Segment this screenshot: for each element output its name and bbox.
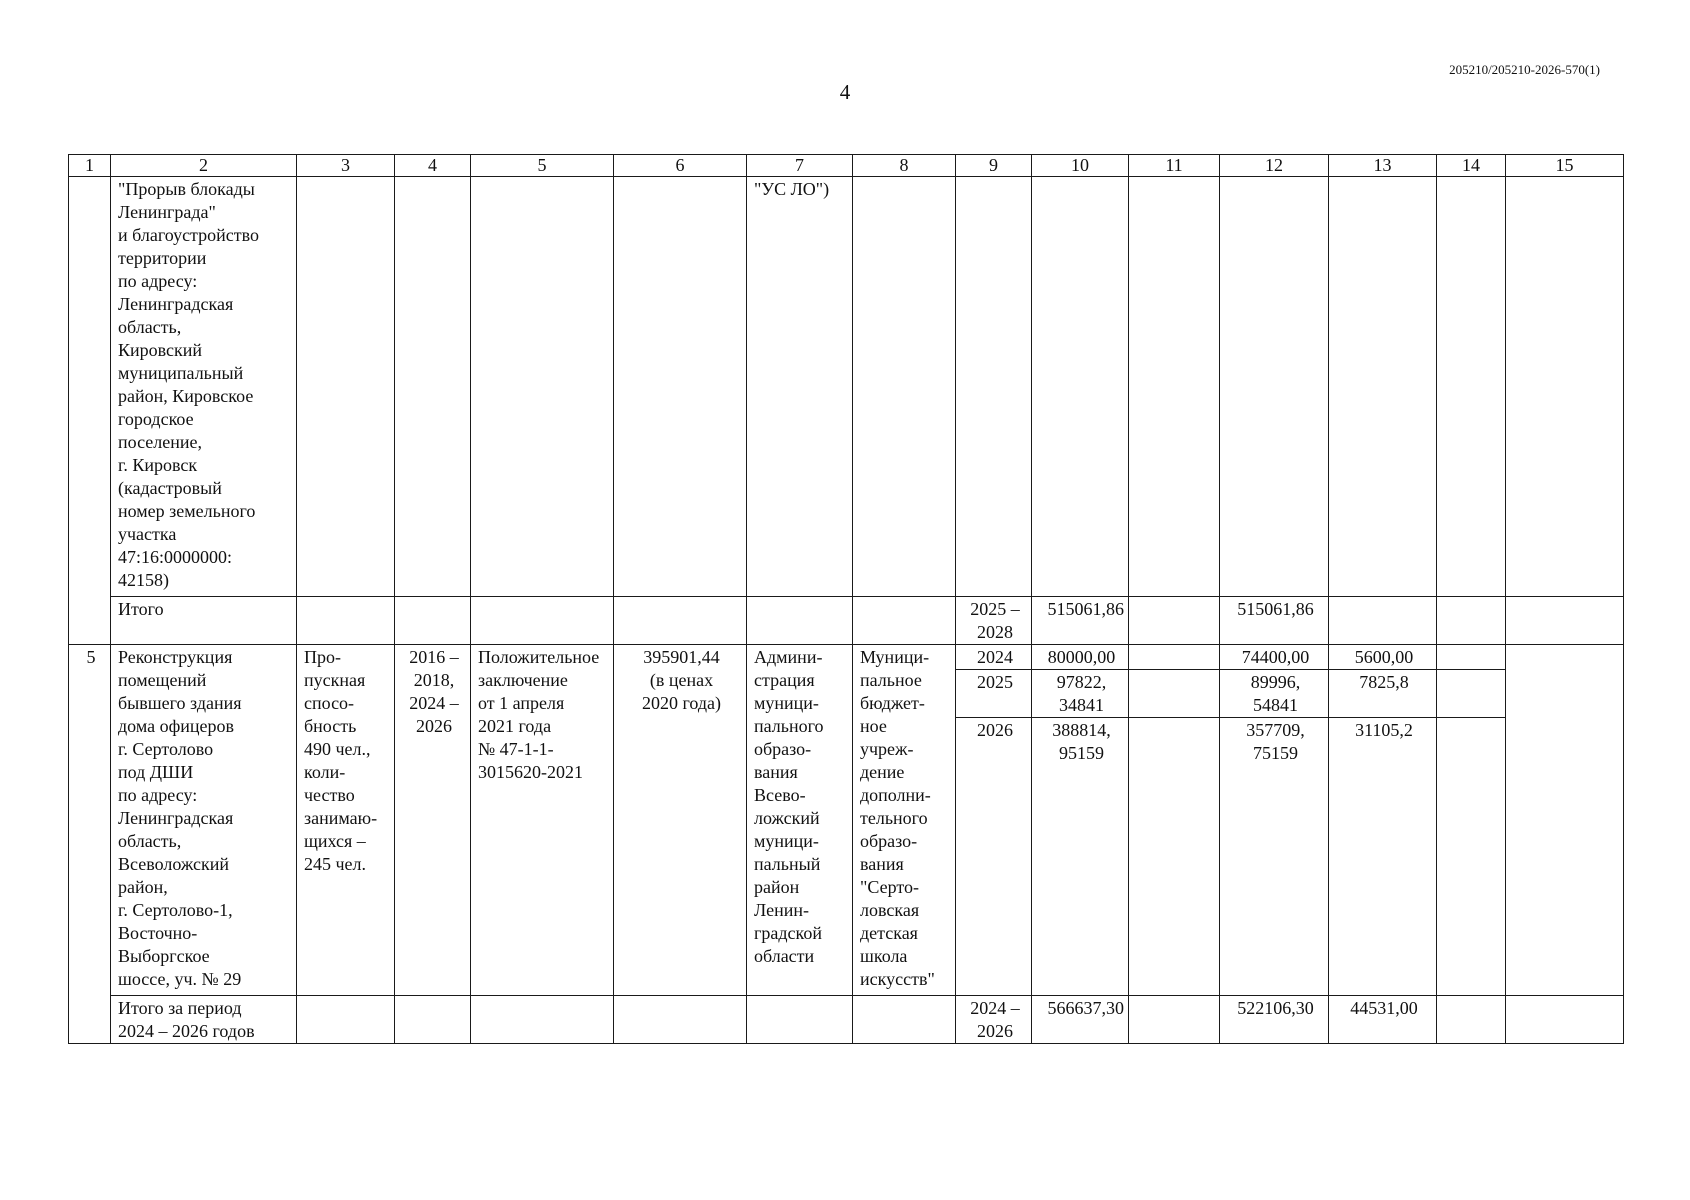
table-cell [395,177,471,597]
table-cell [1329,597,1437,645]
table-cell [1437,996,1506,1044]
total-row [69,597,1624,645]
column-header: 11 [1129,155,1220,177]
column-header: 8 [853,155,956,177]
table-cell [614,996,747,1044]
col13-amount-cell: 31105,2 [1329,718,1437,996]
table-cell [1506,177,1624,597]
column-header: 12 [1220,155,1329,177]
row-number-cell [69,177,111,645]
year-cell: 2024 [956,645,1032,670]
table-cell [1129,645,1220,670]
cost-cell: 395901,44 (в ценах 2020 года) [614,645,747,996]
table-cell [1437,670,1506,718]
column-header: 9 [956,155,1032,177]
document-id: 205210/205210-2026-570(1) [1449,62,1600,77]
total-amount-cell: 80000,00 [1032,645,1129,670]
period-cell: 2025 – 2028 [956,597,1032,645]
table-cell [1437,718,1506,996]
table-cell [395,996,471,1044]
period-cell: 2024 – 2026 [956,996,1032,1044]
total-label-cell: Итого [111,597,297,645]
table-cell [1220,177,1329,597]
conclusion-cell: Положительное заключение от 1 апреля 2021 года № 47-1-1- 3015620-2021 [471,645,614,996]
table-cell [1129,718,1220,996]
table-cell [1506,645,1624,996]
row-number-cell: 5 [69,645,111,1044]
table-cell [956,177,1032,597]
table-cell [297,177,395,597]
year-cell: 2025 [956,670,1032,718]
table-row [69,645,1624,670]
table-cell [1329,177,1437,597]
table-cell [1032,177,1129,597]
col12-amount-cell: 74400,00 [1220,645,1329,670]
year-cell: 2026 [956,718,1032,996]
col12-amount-cell: 357709, 75159 [1220,718,1329,996]
table-cell [1506,996,1624,1044]
investment-table [68,154,1624,1044]
table-cell [1437,177,1506,597]
table-cell [614,597,747,645]
total-amount-cell: 566637,30 [1032,996,1129,1044]
column-header: 1 [69,155,111,177]
column-header: 15 [1506,155,1624,177]
column-header: 7 [747,155,853,177]
customer-cell: "УС ЛО") [747,177,853,597]
column-header: 6 [614,155,747,177]
table-cell [853,996,956,1044]
col13-amount-cell: 5600,00 [1329,645,1437,670]
total-amount-cell: 388814, 95159 [1032,718,1129,996]
table-cell [1129,597,1220,645]
col13-amount-cell: 7825,8 [1329,670,1437,718]
table-cell [471,177,614,597]
table-cell [747,996,853,1044]
total-amount-cell: 515061,86 [1032,597,1129,645]
total-label-cell: Итого за период 2024 – 2026 годов [111,996,297,1044]
page-number: 4 [839,80,851,104]
table-cell [297,597,395,645]
customer-cell: Админи- страция муници- пального образо- вания Всево- ложский муници- пальный район Ленин- градской области [747,645,853,996]
column-number-row [69,155,1624,177]
table-cell [1129,177,1220,597]
column-header: 13 [1329,155,1437,177]
col12-amount-cell: 89996, 54841 [1220,670,1329,718]
col12-amount-cell: 515061,86 [1220,597,1329,645]
column-header: 2 [111,155,297,177]
col13-amount-cell: 44531,00 [1329,996,1437,1044]
table-cell [297,996,395,1044]
capacity-cell: Про- пускная спосо- бность 490 чел., коли- чество занимаю- щихся – 245 чел. [297,645,395,996]
column-header: 10 [1032,155,1129,177]
recipient-cell: Муници- пальное бюджет- ное учреж- дение дополни- тельного образо- вания "Серто- ловская детская школа искусств" [853,645,956,996]
table-cell [471,597,614,645]
table-cell [853,177,956,597]
table-cell [471,996,614,1044]
object-name-cell: "Прорыв блокады Ленинграда" и благоустройство территории по адресу: Ленинградская область, Кировский муниципальный район, Кировское городское поселение, г. Кировск (кадастровый номер земельного участка 47:16:0000000: 42158) [111,177,297,597]
table-cell [1129,996,1220,1044]
object-name-cell: Реконструкция помещений бывшего здания дома офицеров г. Сертолово под ДШИ по адресу: Ленинградская область, Всеволожский район, г. Сертолово-1, Восточно- Выборгское шоссе, уч. № 29 [111,645,297,996]
table-cell [1506,597,1624,645]
total-amount-cell: 97822, 34841 [1032,670,1129,718]
column-header: 3 [297,155,395,177]
table-cell [614,177,747,597]
years-cell: 2016 – 2018, 2024 – 2026 [395,645,471,996]
table-row [69,177,1624,597]
table-cell [853,597,956,645]
column-header: 5 [471,155,614,177]
col12-amount-cell: 522106,30 [1220,996,1329,1044]
column-header: 14 [1437,155,1506,177]
table-cell [1129,670,1220,718]
table-cell [1437,597,1506,645]
table-cell [1437,645,1506,670]
total-row [69,996,1624,1044]
table-cell [747,597,853,645]
table-cell [395,597,471,645]
column-header: 4 [395,155,471,177]
